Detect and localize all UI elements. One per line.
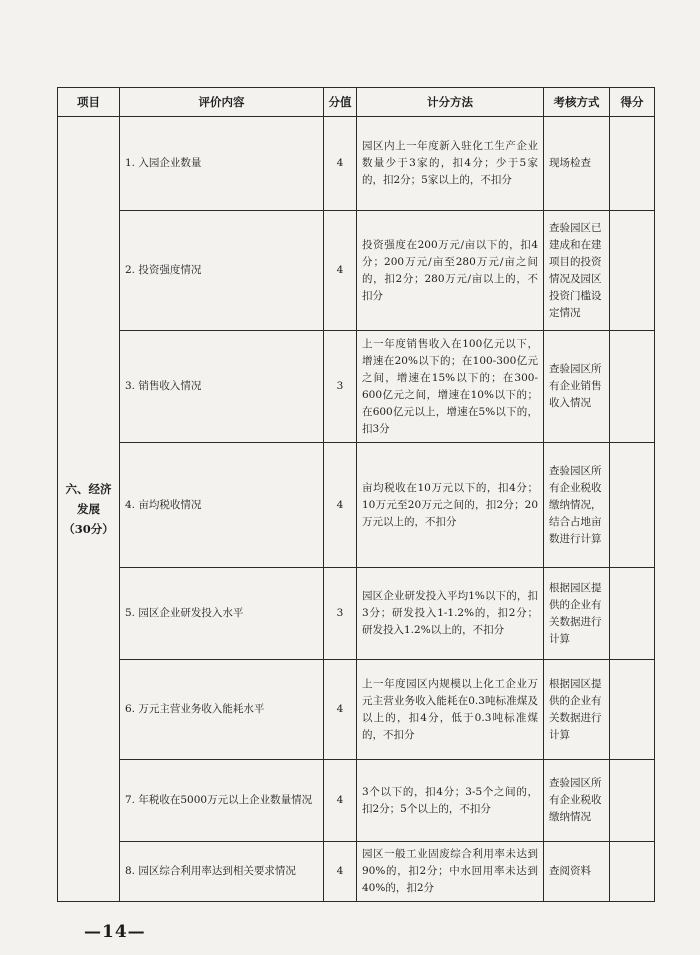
- assess-cell: 现场检查: [544, 117, 610, 211]
- method-cell: 亩均税收在10万元以下的，扣4分；10万元至20万元之间的，扣2分；20万元以上的，不扣分: [357, 443, 544, 568]
- table-row: [58, 443, 655, 568]
- category-line3: （30分）: [63, 522, 114, 536]
- score-cell: 4: [324, 760, 357, 842]
- got-cell: [610, 760, 655, 842]
- table-row: [58, 211, 655, 331]
- table-header: [58, 88, 655, 117]
- score-cell: 4: [324, 842, 357, 902]
- got-cell: [610, 117, 655, 211]
- table-row: [58, 117, 655, 211]
- evaluation-table: [57, 87, 655, 902]
- score-cell: 4: [324, 211, 357, 331]
- content-cell: 2. 投资强度情况: [120, 211, 324, 331]
- assess-cell: 根据园区提供的企业有关数据进行计算: [544, 660, 610, 760]
- got-cell: [610, 443, 655, 568]
- assess-cell: 查验园区所有企业税收缴纳情况: [544, 760, 610, 842]
- got-cell: [610, 842, 655, 902]
- content-cell: 6. 万元主营业务收入能耗水平: [120, 660, 324, 760]
- got-cell: [610, 331, 655, 443]
- got-cell: [610, 660, 655, 760]
- method-cell: 3个以下的，扣4分；3-5个之间的，扣2分；5个以上的，不扣分: [357, 760, 544, 842]
- got-cell: [610, 568, 655, 660]
- header-assess: 考核方式: [544, 88, 610, 117]
- header-item: 项目: [58, 88, 120, 117]
- header-got: 得分: [610, 88, 655, 117]
- method-cell: 园区企业研发投入平均1%以下的，扣3分；研发投入1-1.2%的，扣2分；研发投入1.2%以上的，不扣分: [357, 568, 544, 660]
- category-line1: 六、经济: [65, 482, 112, 496]
- table-row: [58, 760, 655, 842]
- assess-cell: 查验园区所有企业销售收入情况: [544, 331, 610, 443]
- score-cell: 3: [324, 568, 357, 660]
- header-method: 计分方法: [357, 88, 544, 117]
- method-cell: 上一年度销售收入在100亿元以下，增速在20%以下的；在100-300亿元之间，增速在15%以下的；在300-600亿元之间，增速在10%以下的；在600亿元以上，增速在5%以下的，扣3分: [357, 331, 544, 443]
- score-cell: 4: [324, 443, 357, 568]
- table-row: [58, 660, 655, 760]
- method-cell: 投资强度在200万元/亩以下的，扣4分；200万元/亩至280万元/亩之间的，扣2分；280万元/亩以上的，不扣分: [357, 211, 544, 331]
- category-line2: 发展: [77, 502, 100, 516]
- content-cell: 5. 园区企业研发投入水平: [120, 568, 324, 660]
- assess-cell: 查阅资料: [544, 842, 610, 902]
- score-cell: 4: [324, 117, 357, 211]
- category-cell: [58, 117, 120, 902]
- table-row: [58, 842, 655, 902]
- score-cell: 4: [324, 660, 357, 760]
- assess-cell: 查验园区已建成和在建项目的投资情况及园区投资门槛设定情况: [544, 211, 610, 331]
- header-content: 评价内容: [120, 88, 324, 117]
- method-cell: 上一年度园区内规模以上化工企业万元主营业务收入能耗在0.3吨标准煤及以上的，扣4分，低于0.3吨标准煤的，不扣分: [357, 660, 544, 760]
- header-score: 分值: [324, 88, 357, 117]
- content-cell: 4. 亩均税收情况: [120, 443, 324, 568]
- assess-cell: 查验园区所有企业税收缴纳情况，结合占地亩数进行计算: [544, 443, 610, 568]
- table-row: [58, 331, 655, 443]
- content-cell: 1. 入园企业数量: [120, 117, 324, 211]
- got-cell: [610, 211, 655, 331]
- content-cell: 3. 销售收入情况: [120, 331, 324, 443]
- assess-cell: 根据园区提供的企业有关数据进行计算: [544, 568, 610, 660]
- method-cell: 园区内上一年度新入驻化工生产企业数量少于3家的，扣4分；少于5家的，扣2分；5家以上的，不扣分: [357, 117, 544, 211]
- method-cell: 园区一般工业固废综合利用率未达到90%的，扣2分；中水回用率未达到40%的，扣2分: [357, 842, 544, 902]
- score-cell: 3: [324, 331, 357, 443]
- content-cell: 8. 园区综合利用率达到相关要求情况: [120, 842, 324, 902]
- table-row: [58, 568, 655, 660]
- page-number: —14—: [84, 922, 146, 942]
- content-cell: 7. 年税收在5000万元以上企业数量情况: [120, 760, 324, 842]
